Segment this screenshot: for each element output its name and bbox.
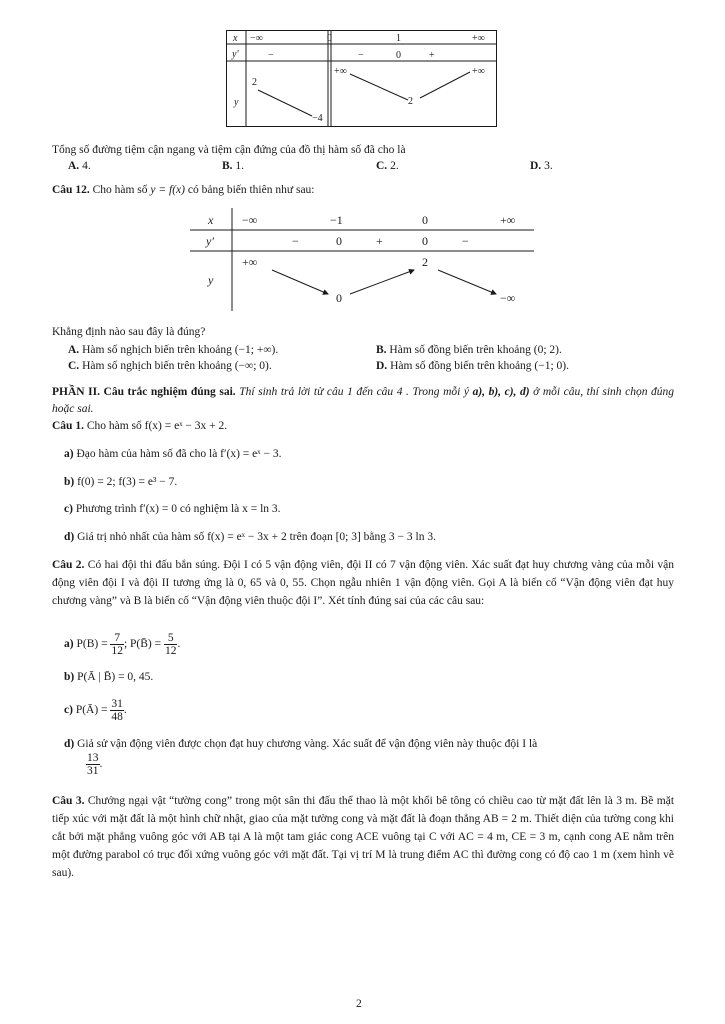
c2-item-d-fraction: $\frac{13}{31}$ .	[87, 752, 103, 777]
t1-x-label: x	[233, 33, 238, 44]
t1-yp-label: y'	[232, 49, 239, 60]
t1-x-val: −∞	[250, 33, 263, 44]
t2-y-val: 2	[422, 255, 428, 269]
q12-option-d[interactable]: D. Hàm số đồng biến trên khoảng (−1; 0).	[376, 360, 570, 372]
t2-sign: 0	[336, 234, 342, 248]
t2-y-val: +∞	[242, 255, 258, 269]
t1-sign: −	[268, 50, 274, 61]
t1-y-val: −4	[312, 113, 323, 124]
q12-stem: Câu 12. Cho hàm số y = f(x) có bảng biến thiên như sau:	[52, 184, 315, 196]
t1-x-val: 1	[396, 33, 401, 44]
t1-arrow-down	[258, 90, 312, 116]
c2-stem: Câu 2. Có hai đội thi đấu bắn súng. Đội I có 5 vận động viên, đội II có 7 vận động viên. Xác suất đạt huy chương vàng của mỗi vận động viên đội I và đội II tương ứng là 0, 65 và 0, 55. Chọn ngẫu nhiên 1 vận động viên. Gọi A là biến cố “Vận động viên đạt huy chương vàng” và B là biến cố “Vận động viên thuộc đội I”. Xét tính đúng sai của các câu sau:	[52, 559, 675, 607]
fraction: $\frac{13}{31}$	[87, 752, 99, 777]
c3-label: Câu 3.	[52, 795, 85, 807]
t2-x-val: −∞	[242, 213, 258, 227]
c1-label: Câu 1.	[52, 420, 84, 432]
t2-sign: −	[462, 234, 469, 248]
t2-arrow-down	[272, 270, 328, 294]
q11-option-d[interactable]: D. 3.	[530, 160, 553, 172]
t1-sign: −	[358, 50, 364, 61]
q11-stem: Tổng số đường tiệm cận ngang và tiệm cận đứng của đồ thị hàm số đã cho là	[52, 144, 406, 156]
t1-sign: +	[429, 50, 435, 61]
option-label: A.	[68, 344, 80, 356]
q11-option-c[interactable]: C. 2.	[376, 160, 399, 172]
t1-y-val: 2	[252, 77, 257, 88]
c1-item-a[interactable]: a) Đạo hàm của hàm số đã cho là f′(x) = eˣ − 3.	[64, 448, 282, 460]
q12-option-a[interactable]: A. Hàm số nghịch biến trên khoảng (−1; +∞).	[68, 344, 279, 356]
part2-header: PHẦN II. Câu trắc nghiệm đúng sai. Thí sinh trả lời từ câu 1 đến câu 4 . Trong mỗi ý a), b), c), d) ở mỗi câu, thí sinh chọn đúng hoặc sai.	[52, 386, 675, 415]
t2-y-label: y	[208, 273, 214, 287]
q12-option-c[interactable]: C. Hàm số nghịch biến trên khoảng (−∞; 0).	[68, 360, 272, 372]
variation-table-1	[226, 30, 498, 128]
t2-sign: −	[292, 234, 299, 248]
c2-item-d[interactable]: d) Giả sử vận động viên được chọn đạt huy chương vàng. Xác suất để vận động viên này thuộc đội I là	[64, 738, 538, 750]
t2-x-val: +∞	[500, 213, 516, 227]
t1-x-val: +∞	[472, 33, 485, 44]
q12-question: Khẳng định nào sau đây là đúng?	[52, 326, 206, 338]
option-label: D.	[376, 360, 388, 372]
option-label: C.	[376, 160, 388, 172]
c2-item-c[interactable]: c) P(Ā) = $\frac{31}{48}$ .	[64, 698, 127, 723]
part2-title: PHẦN II. Câu trắc nghiệm đúng sai.	[52, 386, 236, 398]
page-number: 2	[356, 998, 362, 1010]
option-label: A.	[68, 160, 80, 172]
t2-yp-label: y′	[206, 234, 214, 248]
variation-table-2	[190, 208, 535, 312]
t2-y-val: −∞	[500, 291, 516, 305]
t2-sign: 0	[422, 234, 428, 248]
t1-arrow-up	[420, 72, 470, 98]
t1-arrow-down	[350, 74, 408, 100]
t1-y-val: +∞	[334, 66, 347, 77]
c2-item-a[interactable]: a) P(B) = $\frac{7}{12}$ ; P(B̄) = $\frac{5}{12}$ .	[64, 632, 181, 657]
option-label: B.	[222, 160, 233, 172]
c2-label: Câu 2.	[52, 559, 85, 571]
c1-item-c[interactable]: c) Phương trình f′(x) = 0 có nghiệm là x = ln 3.	[64, 503, 281, 515]
q11-option-a[interactable]: A. 4.	[68, 160, 91, 172]
t1-x-val: 0	[327, 33, 332, 44]
t2-arrow-down	[438, 270, 496, 294]
t1-y-val: +∞	[472, 66, 485, 77]
q12-option-b[interactable]: B. Hàm số đồng biến trên khoảng (0; 2).	[376, 344, 562, 356]
t1-y-label: y	[234, 97, 239, 108]
c2-item-b[interactable]: b) P(Ā | B̄) = 0, 45.	[64, 671, 154, 683]
option-label: D.	[530, 160, 542, 172]
t1-y-val: 2	[408, 96, 413, 107]
t2-x-val: −1	[330, 213, 343, 227]
c3-stem: Câu 3. Chướng ngại vật “tường cong” trong một sân thi đấu thể thao là một khối bê tông có chiều cao từ mặt đất lên là 3 m. Bề mặt tiếp xúc với mặt đất là một hình chữ nhật, giao của mặt tường cong và mặt đất là đoạn thẳng AB = 2 m. Thiết diện của tường cong khi cắt bởi mặt phẳng vuông góc với AB tại A là một tam giác cong ACE vuông tại C với AC = 4 m, CE = 3 m, cạnh cong AE nằm trên một đường parabol có trục đối xứng vuông góc với mặt đất. Tại vị trí M là trung điểm AC thì đường cong có độ cao 1 m (xem hình vẽ sau).	[52, 795, 675, 879]
t2-x-val: 0	[422, 213, 428, 227]
t2-arrow-up	[350, 270, 414, 294]
q12-label: Câu 12.	[52, 184, 90, 196]
fraction: $\frac{31}{48}$	[111, 698, 123, 723]
c1-item-d[interactable]: d) Giá trị nhỏ nhất của hàm số f(x) = eˣ − 3x + 2 trên đoạn [0; 3] bằng 3 − 3 ln 3.	[64, 531, 436, 543]
t2-sign: +	[376, 234, 383, 248]
fraction: $\frac{7}{12}$	[111, 632, 123, 657]
option-label: C.	[68, 360, 80, 372]
t2-y-val: 0	[336, 291, 342, 305]
c1-item-b[interactable]: b) f(0) = 2; f(3) = e³ − 7.	[64, 476, 178, 488]
option-label: B.	[376, 344, 387, 356]
q11-option-b[interactable]: B. 1.	[222, 160, 245, 172]
c1-stem: Câu 1. Cho hàm số f(x) = eˣ − 3x + 2.	[52, 420, 228, 432]
t1-sign: 0	[396, 50, 401, 61]
fraction: $\frac{5}{12}$	[164, 632, 177, 657]
t2-x-label: x	[208, 213, 214, 227]
